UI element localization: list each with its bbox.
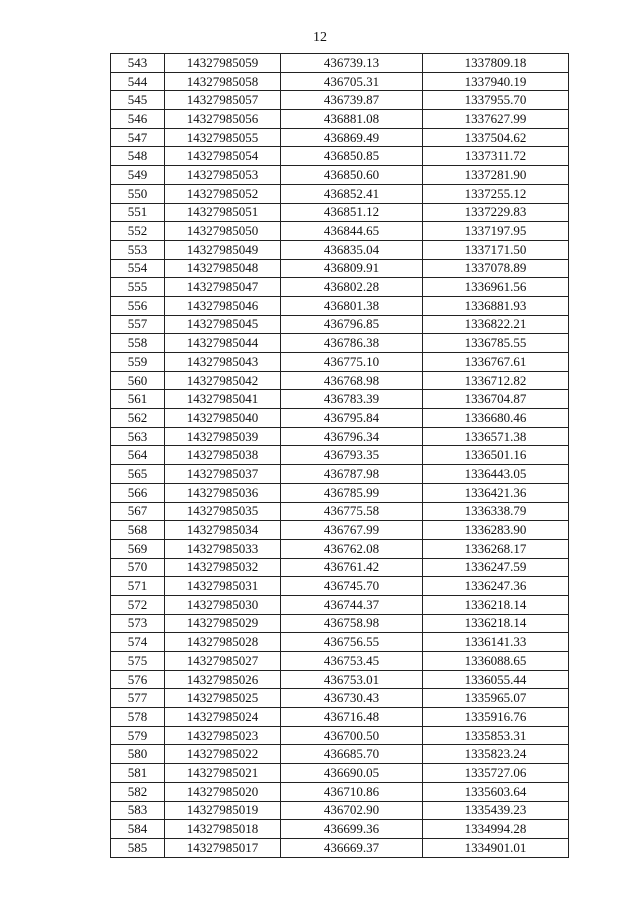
y-coordinate-cell: 1337255.12 [423, 184, 569, 203]
point-id-cell: 14327985052 [165, 184, 281, 203]
row-number-cell: 583 [111, 801, 165, 820]
x-coordinate-cell: 436702.90 [281, 801, 423, 820]
point-id-cell: 14327985038 [165, 446, 281, 465]
x-coordinate-cell: 436739.13 [281, 54, 423, 73]
table-row [111, 801, 569, 820]
point-id-cell: 14327985045 [165, 315, 281, 334]
row-number-cell: 578 [111, 708, 165, 727]
table-row [111, 222, 569, 241]
x-coordinate-cell: 436699.36 [281, 820, 423, 839]
point-id-cell: 14327985035 [165, 502, 281, 521]
table-body [111, 54, 569, 858]
point-id-cell: 14327985023 [165, 726, 281, 745]
row-number-cell: 552 [111, 222, 165, 241]
row-number-cell: 581 [111, 764, 165, 783]
table-row [111, 539, 569, 558]
x-coordinate-cell: 436844.65 [281, 222, 423, 241]
table-row [111, 54, 569, 73]
row-number-cell: 553 [111, 240, 165, 259]
table-row [111, 240, 569, 259]
y-coordinate-cell: 1334901.01 [423, 838, 569, 857]
coordinates-table-container [110, 53, 568, 858]
x-coordinate-cell: 436744.37 [281, 595, 423, 614]
row-number-cell: 550 [111, 184, 165, 203]
table-row [111, 446, 569, 465]
table-row [111, 427, 569, 446]
table-row [111, 409, 569, 428]
row-number-cell: 551 [111, 203, 165, 222]
point-id-cell: 14327985025 [165, 689, 281, 708]
point-id-cell: 14327985040 [165, 409, 281, 428]
table-row [111, 577, 569, 596]
point-id-cell: 14327985056 [165, 110, 281, 129]
y-coordinate-cell: 1336421.36 [423, 483, 569, 502]
y-coordinate-cell: 1336141.33 [423, 633, 569, 652]
table-row [111, 296, 569, 315]
x-coordinate-cell: 436753.45 [281, 652, 423, 671]
point-id-cell: 14327985021 [165, 764, 281, 783]
row-number-cell: 568 [111, 521, 165, 540]
point-id-cell: 14327985051 [165, 203, 281, 222]
point-id-cell: 14327985055 [165, 128, 281, 147]
point-id-cell: 14327985049 [165, 240, 281, 259]
point-id-cell: 14327985050 [165, 222, 281, 241]
y-coordinate-cell: 1334994.28 [423, 820, 569, 839]
point-id-cell: 14327985030 [165, 595, 281, 614]
x-coordinate-cell: 436761.42 [281, 558, 423, 577]
table-row [111, 371, 569, 390]
row-number-cell: 547 [111, 128, 165, 147]
y-coordinate-cell: 1336961.56 [423, 278, 569, 297]
table-row [111, 502, 569, 521]
point-id-cell: 14327985026 [165, 670, 281, 689]
x-coordinate-cell: 436787.98 [281, 465, 423, 484]
row-number-cell: 566 [111, 483, 165, 502]
table-row [111, 595, 569, 614]
point-id-cell: 14327985017 [165, 838, 281, 857]
x-coordinate-cell: 436705.31 [281, 72, 423, 91]
y-coordinate-cell: 1335603.64 [423, 782, 569, 801]
table-row [111, 782, 569, 801]
y-coordinate-cell: 1337311.72 [423, 147, 569, 166]
x-coordinate-cell: 436786.38 [281, 334, 423, 353]
x-coordinate-cell: 436730.43 [281, 689, 423, 708]
table-row [111, 670, 569, 689]
x-coordinate-cell: 436869.49 [281, 128, 423, 147]
row-number-cell: 579 [111, 726, 165, 745]
table-row [111, 764, 569, 783]
row-number-cell: 559 [111, 353, 165, 372]
row-number-cell: 576 [111, 670, 165, 689]
x-coordinate-cell: 436716.48 [281, 708, 423, 727]
point-id-cell: 14327985041 [165, 390, 281, 409]
y-coordinate-cell: 1336088.65 [423, 652, 569, 671]
y-coordinate-cell: 1336767.61 [423, 353, 569, 372]
x-coordinate-cell: 436756.55 [281, 633, 423, 652]
y-coordinate-cell: 1337504.62 [423, 128, 569, 147]
table-row [111, 278, 569, 297]
row-number-cell: 555 [111, 278, 165, 297]
y-coordinate-cell: 1336571.38 [423, 427, 569, 446]
point-id-cell: 14327985028 [165, 633, 281, 652]
y-coordinate-cell: 1337809.18 [423, 54, 569, 73]
y-coordinate-cell: 1336822.21 [423, 315, 569, 334]
x-coordinate-cell: 436852.41 [281, 184, 423, 203]
row-number-cell: 573 [111, 614, 165, 633]
table-row [111, 91, 569, 110]
y-coordinate-cell: 1336443.05 [423, 465, 569, 484]
row-number-cell: 543 [111, 54, 165, 73]
x-coordinate-cell: 436783.39 [281, 390, 423, 409]
y-coordinate-cell: 1335823.24 [423, 745, 569, 764]
point-id-cell: 14327985057 [165, 91, 281, 110]
point-id-cell: 14327985034 [165, 521, 281, 540]
point-id-cell: 14327985042 [165, 371, 281, 390]
table-row [111, 708, 569, 727]
x-coordinate-cell: 436758.98 [281, 614, 423, 633]
y-coordinate-cell: 1336501.16 [423, 446, 569, 465]
table-row [111, 726, 569, 745]
y-coordinate-cell: 1337281.90 [423, 166, 569, 185]
point-id-cell: 14327985033 [165, 539, 281, 558]
coordinates-table [110, 53, 569, 858]
y-coordinate-cell: 1336055.44 [423, 670, 569, 689]
table-row [111, 184, 569, 203]
row-number-cell: 546 [111, 110, 165, 129]
row-number-cell: 563 [111, 427, 165, 446]
table-row [111, 110, 569, 129]
row-number-cell: 558 [111, 334, 165, 353]
x-coordinate-cell: 436795.84 [281, 409, 423, 428]
table-row [111, 745, 569, 764]
y-coordinate-cell: 1335916.76 [423, 708, 569, 727]
x-coordinate-cell: 436809.91 [281, 259, 423, 278]
y-coordinate-cell: 1337940.19 [423, 72, 569, 91]
x-coordinate-cell: 436775.10 [281, 353, 423, 372]
y-coordinate-cell: 1335727.06 [423, 764, 569, 783]
y-coordinate-cell: 1336268.17 [423, 539, 569, 558]
row-number-cell: 562 [111, 409, 165, 428]
table-row [111, 315, 569, 334]
x-coordinate-cell: 436850.60 [281, 166, 423, 185]
y-coordinate-cell: 1337955.70 [423, 91, 569, 110]
table-row [111, 259, 569, 278]
table-row [111, 72, 569, 91]
row-number-cell: 574 [111, 633, 165, 652]
table-row [111, 465, 569, 484]
point-id-cell: 14327985053 [165, 166, 281, 185]
point-id-cell: 14327985022 [165, 745, 281, 764]
x-coordinate-cell: 436785.99 [281, 483, 423, 502]
row-number-cell: 549 [111, 166, 165, 185]
table-row [111, 521, 569, 540]
point-id-cell: 14327985054 [165, 147, 281, 166]
row-number-cell: 580 [111, 745, 165, 764]
x-coordinate-cell: 436796.34 [281, 427, 423, 446]
table-row [111, 652, 569, 671]
y-coordinate-cell: 1336712.82 [423, 371, 569, 390]
row-number-cell: 572 [111, 595, 165, 614]
row-number-cell: 569 [111, 539, 165, 558]
x-coordinate-cell: 436739.87 [281, 91, 423, 110]
table-row [111, 128, 569, 147]
y-coordinate-cell: 1336218.14 [423, 595, 569, 614]
row-number-cell: 571 [111, 577, 165, 596]
row-number-cell: 582 [111, 782, 165, 801]
row-number-cell: 544 [111, 72, 165, 91]
row-number-cell: 567 [111, 502, 165, 521]
y-coordinate-cell: 1336247.36 [423, 577, 569, 596]
table-row [111, 689, 569, 708]
point-id-cell: 14327985029 [165, 614, 281, 633]
table-row [111, 334, 569, 353]
x-coordinate-cell: 436881.08 [281, 110, 423, 129]
y-coordinate-cell: 1335853.31 [423, 726, 569, 745]
point-id-cell: 14327985044 [165, 334, 281, 353]
row-number-cell: 584 [111, 820, 165, 839]
table-row [111, 483, 569, 502]
point-id-cell: 14327985024 [165, 708, 281, 727]
point-id-cell: 14327985048 [165, 259, 281, 278]
row-number-cell: 561 [111, 390, 165, 409]
x-coordinate-cell: 436768.98 [281, 371, 423, 390]
row-number-cell: 548 [111, 147, 165, 166]
row-number-cell: 575 [111, 652, 165, 671]
y-coordinate-cell: 1336338.79 [423, 502, 569, 521]
point-id-cell: 14327985031 [165, 577, 281, 596]
point-id-cell: 14327985020 [165, 782, 281, 801]
row-number-cell: 554 [111, 259, 165, 278]
y-coordinate-cell: 1336283.90 [423, 521, 569, 540]
y-coordinate-cell: 1335439.23 [423, 801, 569, 820]
x-coordinate-cell: 436669.37 [281, 838, 423, 857]
x-coordinate-cell: 436793.35 [281, 446, 423, 465]
row-number-cell: 577 [111, 689, 165, 708]
x-coordinate-cell: 436802.28 [281, 278, 423, 297]
point-id-cell: 14327985039 [165, 427, 281, 446]
table-row [111, 838, 569, 857]
table-row [111, 147, 569, 166]
point-id-cell: 14327985058 [165, 72, 281, 91]
x-coordinate-cell: 436767.99 [281, 521, 423, 540]
x-coordinate-cell: 436796.85 [281, 315, 423, 334]
x-coordinate-cell: 436710.86 [281, 782, 423, 801]
table-row [111, 353, 569, 372]
row-number-cell: 545 [111, 91, 165, 110]
y-coordinate-cell: 1336680.46 [423, 409, 569, 428]
table-row [111, 166, 569, 185]
point-id-cell: 14327985027 [165, 652, 281, 671]
y-coordinate-cell: 1337171.50 [423, 240, 569, 259]
y-coordinate-cell: 1336881.93 [423, 296, 569, 315]
y-coordinate-cell: 1337078.89 [423, 259, 569, 278]
y-coordinate-cell: 1336247.59 [423, 558, 569, 577]
table-row [111, 820, 569, 839]
x-coordinate-cell: 436753.01 [281, 670, 423, 689]
row-number-cell: 564 [111, 446, 165, 465]
point-id-cell: 14327985036 [165, 483, 281, 502]
table-row [111, 633, 569, 652]
y-coordinate-cell: 1336218.14 [423, 614, 569, 633]
point-id-cell: 14327985019 [165, 801, 281, 820]
y-coordinate-cell: 1335965.07 [423, 689, 569, 708]
page-number: 12 [313, 30, 327, 45]
x-coordinate-cell: 436801.38 [281, 296, 423, 315]
x-coordinate-cell: 436835.04 [281, 240, 423, 259]
y-coordinate-cell: 1337197.95 [423, 222, 569, 241]
point-id-cell: 14327985059 [165, 54, 281, 73]
row-number-cell: 556 [111, 296, 165, 315]
x-coordinate-cell: 436745.70 [281, 577, 423, 596]
table-row [111, 203, 569, 222]
y-coordinate-cell: 1336785.55 [423, 334, 569, 353]
x-coordinate-cell: 436685.70 [281, 745, 423, 764]
y-coordinate-cell: 1337229.83 [423, 203, 569, 222]
table-row [111, 558, 569, 577]
row-number-cell: 560 [111, 371, 165, 390]
point-id-cell: 14327985043 [165, 353, 281, 372]
table-row [111, 614, 569, 633]
table-row [111, 390, 569, 409]
x-coordinate-cell: 436700.50 [281, 726, 423, 745]
point-id-cell: 14327985047 [165, 278, 281, 297]
x-coordinate-cell: 436775.58 [281, 502, 423, 521]
x-coordinate-cell: 436690.05 [281, 764, 423, 783]
x-coordinate-cell: 436850.85 [281, 147, 423, 166]
row-number-cell: 565 [111, 465, 165, 484]
row-number-cell: 557 [111, 315, 165, 334]
point-id-cell: 14327985046 [165, 296, 281, 315]
point-id-cell: 14327985037 [165, 465, 281, 484]
row-number-cell: 570 [111, 558, 165, 577]
y-coordinate-cell: 1336704.87 [423, 390, 569, 409]
row-number-cell: 585 [111, 838, 165, 857]
point-id-cell: 14327985032 [165, 558, 281, 577]
x-coordinate-cell: 436851.12 [281, 203, 423, 222]
x-coordinate-cell: 436762.08 [281, 539, 423, 558]
point-id-cell: 14327985018 [165, 820, 281, 839]
y-coordinate-cell: 1337627.99 [423, 110, 569, 129]
